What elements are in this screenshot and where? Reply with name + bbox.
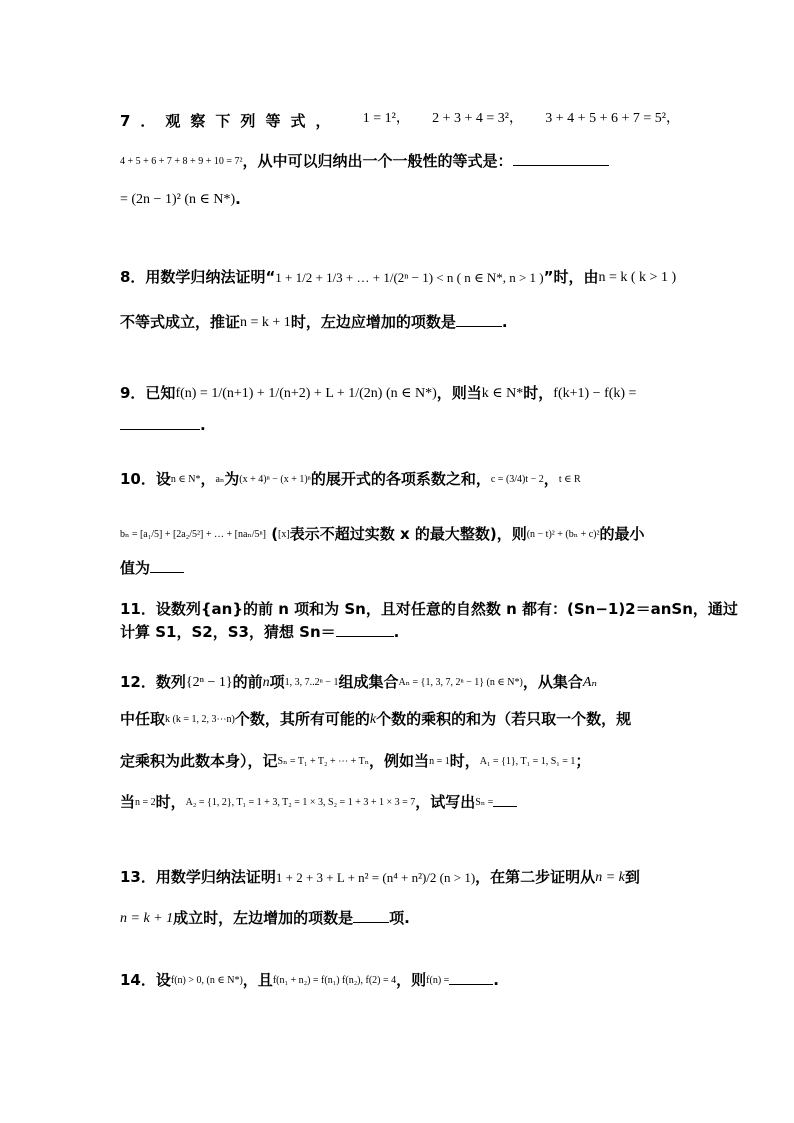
problem-8-intro: 8．用数学归纳法证明“ xyxy=(120,268,276,286)
problem-12-l3c: 时， xyxy=(449,752,480,770)
problem-10-an: aₙ xyxy=(215,473,225,485)
problem-13-t2: 到 xyxy=(624,868,640,886)
problem-12-line-1 xyxy=(120,671,680,693)
problem-14-t1: ，且 xyxy=(242,971,273,989)
answer-blank-7[interactable] xyxy=(513,149,609,166)
problem-10-line-3 xyxy=(120,556,680,579)
problem-9-intro: 9．已知 xyxy=(120,384,176,402)
problem-7-eq1: 1 = 1²， xyxy=(362,111,410,126)
problem-10-line-1 xyxy=(120,468,680,490)
problem-9-line-2 xyxy=(120,413,680,436)
problem-10-t3: 表示不超过实数 x 的最大整数)，则 xyxy=(289,525,527,543)
problem-14-end: . xyxy=(493,971,499,989)
problem-7-intro: 7．观察下列等式， xyxy=(120,112,341,130)
problem-7-rhs: = (2n − 1)² (n ∈ N*) xyxy=(120,191,236,207)
problem-10-expr: (n − t)² + (bₙ + c)² xyxy=(526,528,600,540)
problem-13-t3: 成立时，左边增加的项数是 xyxy=(173,909,354,927)
answer-blank-12[interactable] xyxy=(493,790,517,807)
problem-8-end: . xyxy=(501,313,508,331)
problem-13-line-2 xyxy=(120,906,680,929)
problem-12-k: k (k = 1, 2, 3⋯n) xyxy=(165,713,235,725)
problem-14-rel: f(n₁ + n₂) = f(n₁) f(n₂), f(2) = 4 xyxy=(272,974,397,986)
problem-12-terms: 1, 3, 7..2ⁿ − 1 xyxy=(284,676,339,688)
problem-12-line-3 xyxy=(120,750,680,772)
problem-10-n-in: n ∈ N* xyxy=(170,473,201,485)
problem-12-l4a: 当 xyxy=(120,793,136,811)
problem-12-n1: n = 1 xyxy=(429,755,450,767)
problem-12-t1: 的前 xyxy=(232,673,263,691)
problem-13-from: n = k xyxy=(595,869,625,885)
problem-7-line-2 xyxy=(120,149,680,172)
answer-blank-13[interactable] xyxy=(353,906,389,923)
problem-11-line-1 xyxy=(120,598,738,620)
problem-7-eq2: 2 + 3 + 4 = 3²， xyxy=(432,111,523,126)
problem-13-t4: 项. xyxy=(389,909,410,927)
problem-11-line2: 计算 S1，S2，S3，猜想 Sn＝ xyxy=(120,623,336,641)
problem-12-kk: k xyxy=(369,711,377,727)
problem-14-line-1 xyxy=(120,968,680,991)
problem-12-l2b: 个数，其所有可能的 xyxy=(234,710,370,728)
problem-8-line2-a: 不等式成立，推证 xyxy=(120,313,241,331)
problem-7-eq3: 3 + 4 + 5 + 6 + 7 = 5²， xyxy=(545,111,680,126)
problem-8-step: n = k + 1 xyxy=(240,314,291,330)
problem-7-eq4: 4 + 5 + 6 + 7 + 8 + 9 + 10 = 7² xyxy=(120,155,243,167)
problem-11-end: . xyxy=(393,623,400,641)
problem-12-ex2: A₂ = {1, 2}, T₁ = 1 + 3, T₂ = 1 × 3, S₂ = 1 + 3 + 1 × 3 = 7 xyxy=(185,796,416,808)
problem-12-line-2 xyxy=(120,708,680,730)
problem-12-line-4 xyxy=(120,790,680,813)
problem-8-cond: n = k ( k > 1 ) xyxy=(598,269,677,285)
answer-blank-10[interactable] xyxy=(150,556,184,573)
problem-7-text: ，从中可以归纳出一个一般性的等式是： xyxy=(242,152,513,170)
problem-12-l3a: 定乘积为此数本身），记 xyxy=(120,752,278,770)
answer-blank-9[interactable] xyxy=(120,413,200,430)
problem-9-mid: ，则当 xyxy=(436,384,482,402)
problem-10-t-in: t ∈ R xyxy=(558,473,581,485)
answer-blank-11[interactable] xyxy=(336,620,394,637)
answer-blank-14[interactable] xyxy=(449,968,493,985)
problem-12-l4c: ，试写出 xyxy=(415,793,476,811)
problem-8-line-1 xyxy=(120,266,680,288)
problem-9-diff: f(k+1) − f(k) = xyxy=(553,385,637,401)
problem-12-l2a: 中任取 xyxy=(120,710,166,728)
problem-12-t3: 组成集合 xyxy=(338,673,399,691)
problem-10-bn: bₙ = [a₁/5] + [2a₂/5²] + … + [naₙ/5ⁿ] xyxy=(120,528,266,540)
problem-10-floor: [x] xyxy=(278,528,290,540)
problem-9-end: . xyxy=(200,416,206,434)
problem-14-cond: f(n) > 0, (n ∈ N*) xyxy=(170,974,243,986)
problem-10-sep: ， xyxy=(200,470,216,488)
problem-12-n2: n = 2 xyxy=(135,796,156,808)
problem-12-l4b: 时， xyxy=(155,793,186,811)
problem-9-cond: k ∈ N* xyxy=(481,385,524,401)
problem-9-mid2: 时， xyxy=(523,384,554,402)
problem-10-line-2: bₙ = [a₁/5] + [2a₂/5²] + … + [naₙ/5ⁿ] ([x]表示不超过实数 x 的最大整数)，则(n − t)² + (bₙ + c)²的最小 xyxy=(120,525,645,543)
problem-12-l2c: 个数的乘积的和为（若只取一个数，规 xyxy=(376,710,632,728)
problem-14-intro: 14．设 xyxy=(120,971,171,989)
problem-13-intro: 13．用数学归纳法证明 xyxy=(120,868,276,886)
problem-12-ask: Sₙ = xyxy=(475,796,494,808)
problem-8-line-2 xyxy=(120,310,680,333)
problem-13-t1: ，在第二步证明从 xyxy=(475,868,596,886)
problem-7-line-1 xyxy=(120,110,680,132)
problem-10-t1: 为 xyxy=(224,470,240,488)
problem-7-line-3 xyxy=(120,188,680,210)
problem-10-poly: (x + 4)ⁿ − (x + 1)ⁿ xyxy=(239,473,311,485)
problem-12-t4: ，从集合 xyxy=(522,673,583,691)
problem-10-t5: 值为 xyxy=(120,559,151,577)
problem-9-fn: f(n) = 1/(n+1) + 1/(n+2) + L + 1/(2n) (n ∈ N*) xyxy=(175,385,437,401)
problem-11-line-2 xyxy=(120,620,680,643)
problem-14-t2: ，则 xyxy=(396,971,427,989)
problem-11-line1: 11．设数列{an}的前 n 项和为 Sn，且对任意的自然数 n 都有：(Sn−1)2＝anSn，通过 xyxy=(120,600,738,618)
problem-10-t4: 的最小 xyxy=(599,525,645,543)
problem-12-ex1: A₁ = {1}, T₁ = 1, S₁ = 1 xyxy=(479,755,576,767)
problem-10-intro: 10．设 xyxy=(120,470,171,488)
problem-12-An: Aₙ xyxy=(582,674,598,690)
problem-14-ask: f(n) = xyxy=(426,974,450,986)
answer-blank-8[interactable] xyxy=(456,310,502,327)
problem-10-sep2: ， xyxy=(543,470,559,488)
problem-12-l3d: ； xyxy=(575,752,591,770)
problem-8-mid: ”时，由 xyxy=(543,268,599,286)
problem-12-n: n xyxy=(262,674,270,690)
problem-7-end: . xyxy=(235,190,241,208)
problem-9-line-1 xyxy=(120,382,680,404)
problem-10-t2: 的展开式的各项系数之和， xyxy=(310,470,491,488)
problem-12-sn: Sₙ = T₁ + T₂ + ⋯ + Tₙ xyxy=(277,755,370,767)
problem-8-line2-b: 时，左边应增加的项数是 xyxy=(290,313,456,331)
problem-12-intro: 12．数列 xyxy=(120,673,186,691)
problem-13-line-1 xyxy=(120,866,680,888)
problem-12-l3b: ，例如当 xyxy=(369,752,430,770)
problem-13-to: n = k + 1 xyxy=(120,910,174,926)
problem-13-expr: 1 + 2 + 3 + L + n² = (n⁴ + n²)/2 (n > 1) xyxy=(275,869,476,885)
problem-12-seq: {2ⁿ − 1} xyxy=(185,674,233,690)
problem-12-t2: 项 xyxy=(269,673,285,691)
problem-12-set: Aₙ = {1, 3, 7, 2ⁿ − 1} (n ∈ N*) xyxy=(398,676,523,688)
problem-8-expr: 1 + 1/2 + 1/3 + … + 1/(2ⁿ − 1) < n ( n ∈ N*, n > 1 ) xyxy=(275,269,544,285)
problem-10-c: c = (3/4)t − 2 xyxy=(490,473,544,485)
